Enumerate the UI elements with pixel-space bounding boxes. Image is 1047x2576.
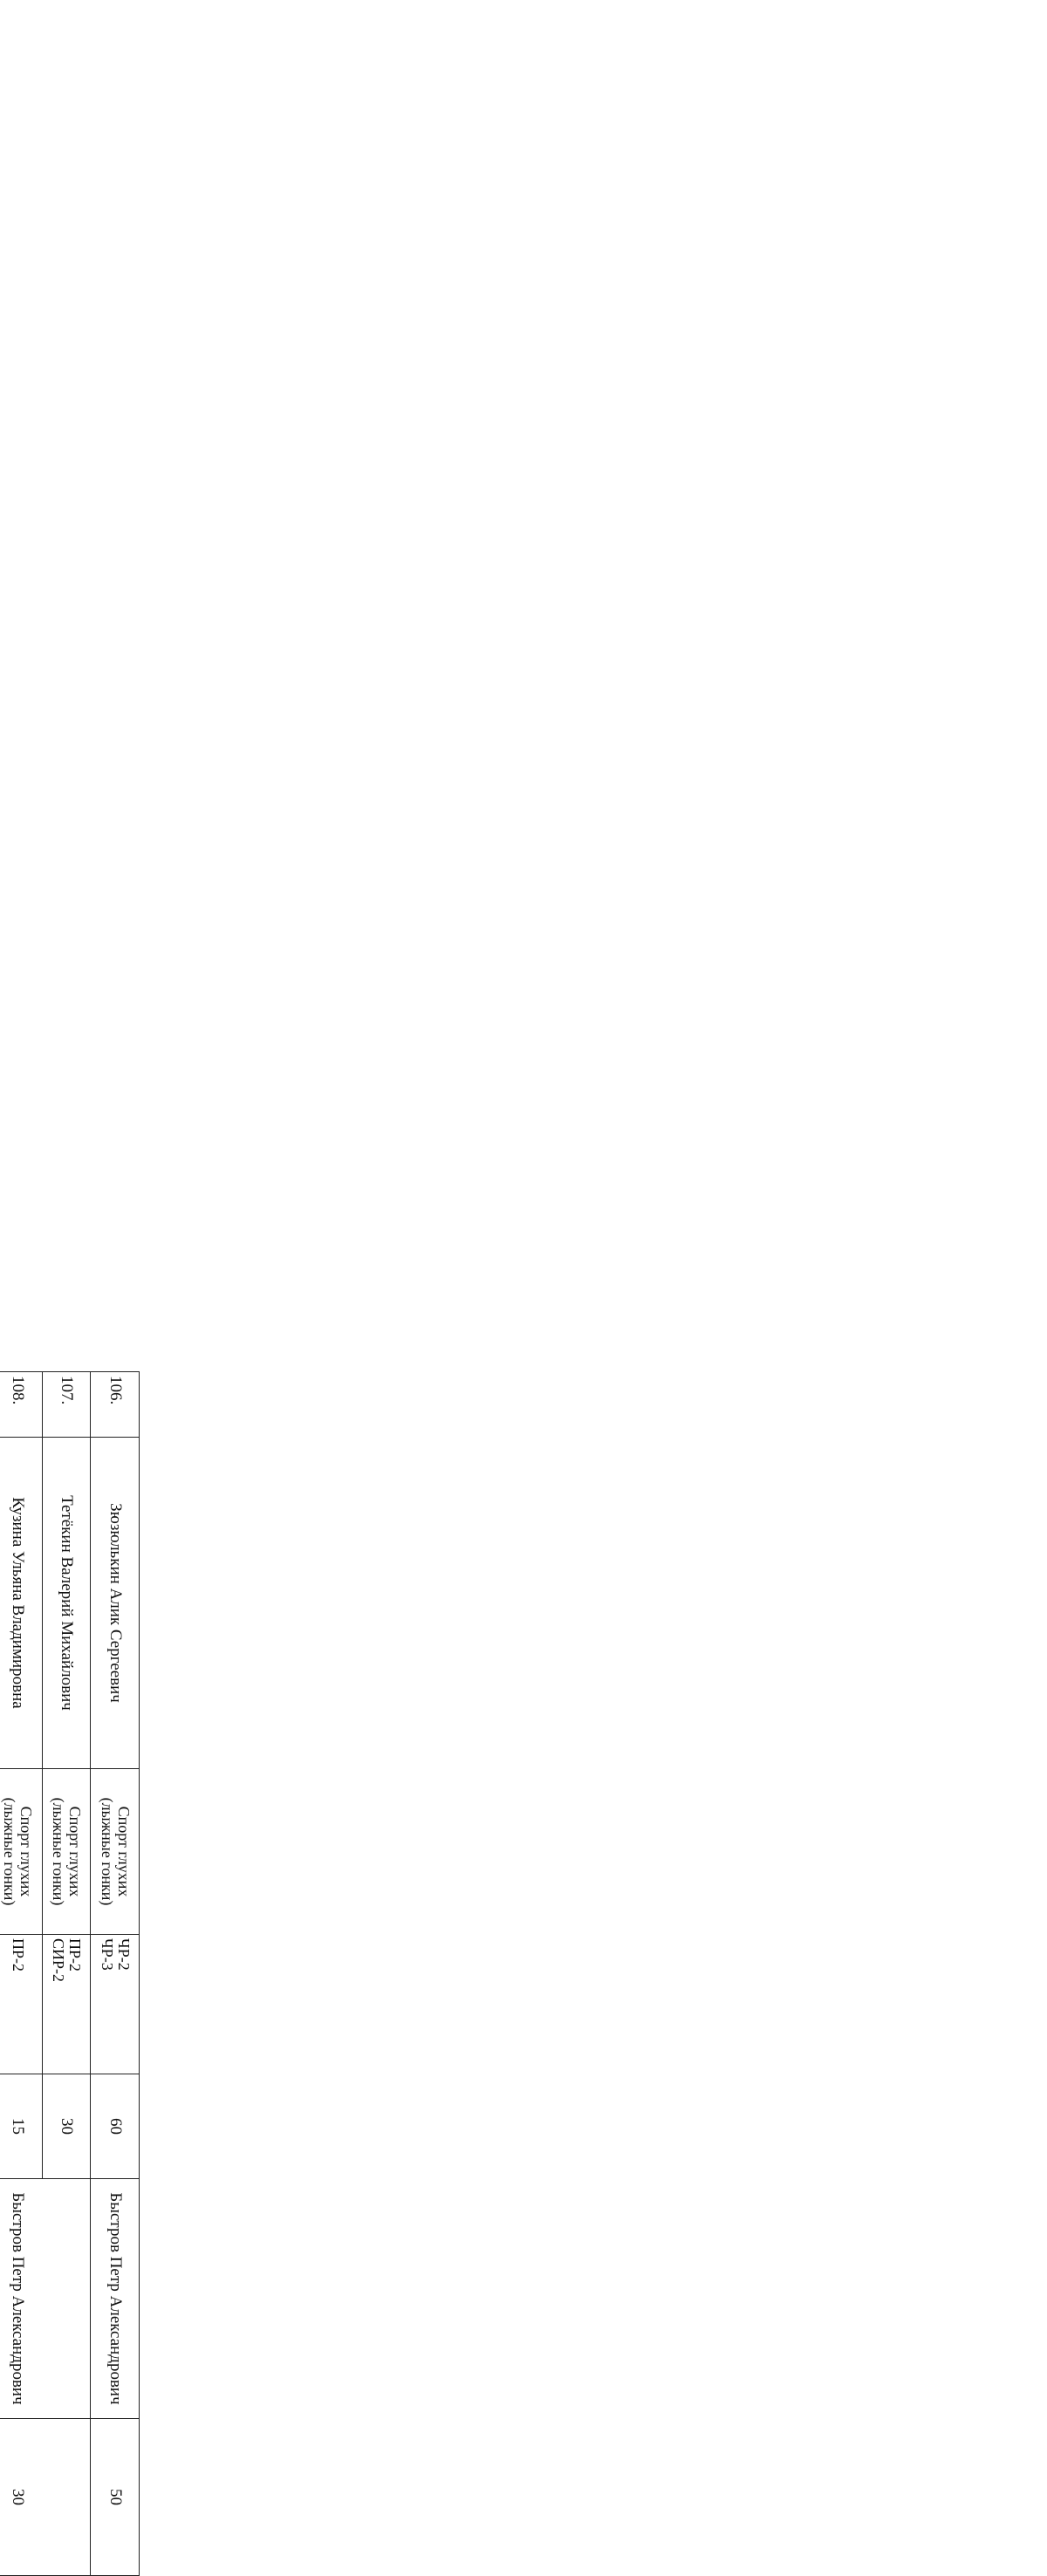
rank-line: СИР-2 [49, 1938, 67, 1983]
sport-cell [0, 1769, 42, 1935]
sport-line: (лыжные гонки) [49, 1797, 67, 1906]
sport-line: Спорт глухих [17, 1806, 36, 1897]
row-number: 106. [91, 1372, 140, 1438]
athlete-name: Зюзюлькин Алик Сергеевич [91, 1438, 140, 1769]
sport-cell [91, 1769, 140, 1935]
rank-line: ПР-2 [9, 1938, 27, 1972]
rank-cell [42, 1935, 91, 2074]
athletes-table [0, 1371, 140, 2576]
rank-line: ЧР-2 [114, 1938, 133, 1971]
rank-line: ЧР-3 [98, 1938, 116, 1971]
athlete-name: Тетёкин Валерий Михайлович [42, 1438, 91, 1769]
rank-line: ПР-2 [65, 1938, 84, 1972]
coach-cell: Быстров Петр Александрович [91, 2179, 140, 2419]
hours-cell: 15 [0, 2074, 42, 2179]
hours-cell: 30 [42, 2074, 91, 2179]
hours-cell: 60 [91, 2074, 140, 2179]
rank-cell [0, 1935, 42, 2074]
total-cell: 50 [91, 2419, 140, 2576]
sport-line: Спорт глухих [114, 1806, 133, 1897]
sport-line: (лыжные гонки) [98, 1797, 116, 1906]
sport-cell [42, 1769, 91, 1935]
coach-cell: Быстров Петр Александрович [0, 2179, 91, 2419]
row-number: 107. [42, 1372, 91, 1438]
row-number: 108. [0, 1372, 42, 1438]
rotated-page [0, 1371, 140, 2575]
table-row [42, 1372, 91, 2576]
table-row [91, 1372, 140, 2576]
total-cell: 30 [0, 2419, 91, 2576]
rank-cell [91, 1935, 140, 2074]
athlete-name: Кузина Ульяна Владимировна [0, 1438, 42, 1769]
sport-line: (лыжные гонки) [1, 1797, 19, 1906]
sport-line: Спорт глухих [65, 1806, 84, 1897]
